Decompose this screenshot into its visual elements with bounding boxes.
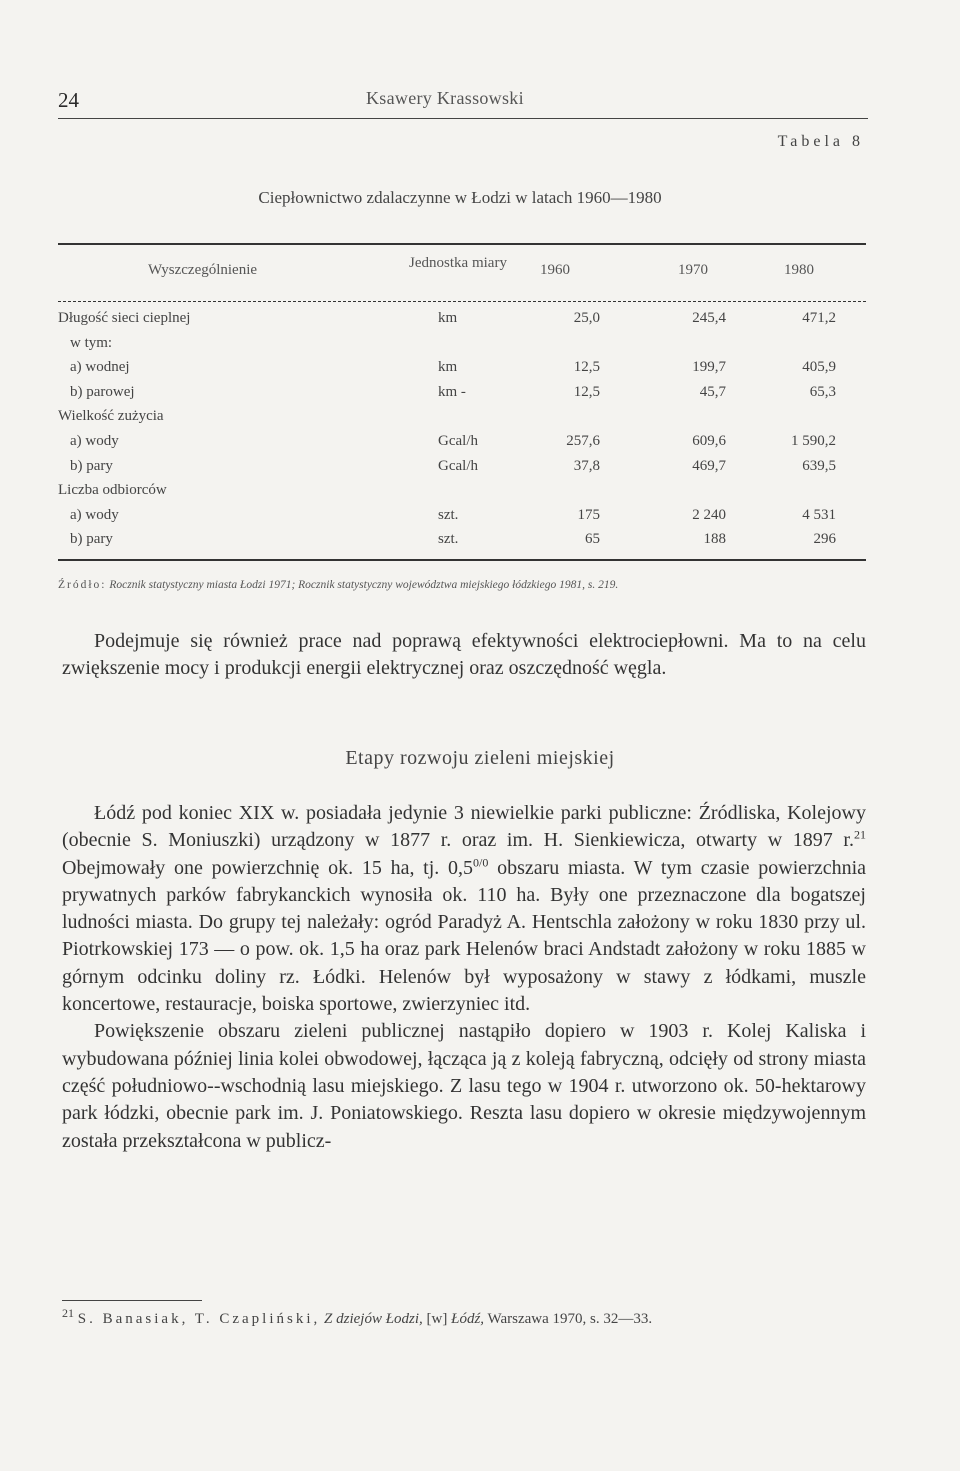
row-value-1970: 245,4 [692, 310, 726, 326]
row-value-1970: 609,6 [692, 432, 726, 449]
row-desc: Wielkość zużycia [58, 408, 164, 425]
paragraph-3: Powiększenie obszaru zieleni publicznej nastąpiło dopiero w 1903 r. Kolej Kaliska i wybudowana później linia kolei obwodowej, łącząca ją z koleją fabryczną, odcięły od strony miasta część południowo--wschodnią lasu miejskiego. Z lasu tego w 1904 r. utworzono ok. 50-hektarowy park łódzki, obecnie park im. J. Poniatowskiego. Reszta lasu dopiero w okresie międzywojennym została przekształcona w publicz- [62, 1020, 866, 1152]
table-row [58, 531, 866, 556]
page-header [58, 88, 868, 120]
running-head: Ksawery Krassowski [366, 88, 524, 108]
paragraph-2-part-b: Obejmowały one powierzchnię ok. 15 ha, tj. 0,5 [62, 856, 474, 879]
paragraph-2-part-a: Łódź pod koniec XIX w. posiadała jedynie 3 niewielkie parki publiczne: Źródliska, Kolejowy (obecnie S. Moniuszki) urządzony w 1877 r. oraz im. H. Sienkiewicza, otwarty w 1897 r. [62, 802, 866, 852]
row-value-1960: 257,6 [566, 432, 600, 449]
footnote-publication: Warszawa 1970, s. 32—33. [484, 1311, 653, 1327]
row-value-1960: 175 [577, 506, 600, 523]
row-value-1980: 405,9 [802, 359, 836, 376]
footnote-book: Łódź, [451, 1311, 485, 1327]
row-value-1970: 188 [703, 531, 726, 548]
row-desc: a) wody [70, 432, 119, 449]
row-value-1960: 65 [585, 531, 600, 548]
table-header-rule [58, 301, 866, 302]
row-unit: szt. [438, 506, 459, 523]
table-bottom-rule [58, 559, 866, 561]
footnote-title: Z dziejów Łodzi, [324, 1311, 423, 1327]
row-value-1960: 37,8 [573, 457, 600, 474]
row-value-1970: 469,7 [692, 457, 726, 474]
row-unit: km [438, 359, 458, 376]
row-desc: Liczba odbiorców [58, 482, 167, 499]
footnote-authors: S. Banasiak, T. Czapliński, [77, 1311, 321, 1327]
column-header-1960: 1960 [540, 262, 570, 278]
row-desc: w tym: [70, 334, 113, 351]
table-row [58, 433, 866, 458]
row-desc: Długość sieci cieplnej [58, 310, 191, 326]
row-unit: km [438, 310, 458, 326]
footnote-ref: 21 [854, 827, 866, 842]
row-unit: km - [438, 383, 466, 400]
row-unit: Gcal/h [438, 432, 478, 449]
source-lead: Źródło: [58, 579, 107, 591]
column-header-unit: Jednostka miary [409, 255, 507, 271]
table-header [58, 250, 866, 298]
table-row [58, 408, 866, 433]
table-title-text: Ciepłownictwo zdalaczynne w Łodzi w latach 1960—1980 [258, 188, 662, 207]
column-header-desc: Wyszczególnienie [148, 262, 258, 278]
row-unit: szt. [438, 531, 459, 548]
row-value-1980: 471,2 [802, 310, 836, 326]
footnote [62, 1306, 866, 1332]
row-value-1960: 12,5 [573, 383, 600, 400]
column-header-1970: 1970 [678, 262, 708, 278]
paragraph-2 [62, 800, 866, 1155]
source-text: Rocznik statystyczny miasta Łodzi 1971; Rocznik statystyczny województwa miejskiego łódzkiego 1981, s. 219. [109, 579, 619, 591]
footnote-mark: 21 [62, 1306, 74, 1320]
table-body [58, 310, 866, 556]
row-desc: b) parowej [70, 383, 135, 400]
row-desc: b) pary [70, 457, 113, 474]
table-label: Tabela 8 [777, 133, 864, 150]
paragraph-2-part-c: obszaru miasta. W tym czasie powierzchnia prywatnych parków fabrykanckich wynosiła ok. 110 ha. Były one przeznaczone dla bogatszej ludności miasta. Do grupy tej należały: ogród Paradyż A. Hentschla założony w roku 1830 przy ul. Piotrkowskiej 173 — o pow. ok. 1,5 ha oraz park Helenów braci Andstadt założony w roku 1885 w górnym odcinku doliny rz. Łódki. Helenów był wyposażony w stawy z łódkami, muszle koncertowe, restauracje, boiska sportowe, zwierzyniec itd. [62, 856, 867, 1016]
row-desc: b) pary [70, 531, 113, 548]
table-row [58, 507, 866, 532]
row-value-1960: 12,5 [573, 359, 600, 376]
row-value-1980: 4 531 [802, 506, 836, 523]
page-number: 24 [58, 88, 79, 112]
table-title [0, 188, 960, 208]
table-row [58, 310, 866, 335]
table-source-note [58, 574, 866, 596]
row-desc: a) wody [70, 506, 119, 523]
table-row [58, 335, 866, 360]
row-value-1970: 199,7 [692, 359, 726, 376]
table-row [58, 482, 866, 507]
column-header-1980: 1980 [784, 262, 814, 278]
row-value-1970: 2 240 [692, 506, 726, 523]
row-value-1960: 25,0 [573, 310, 600, 326]
footnote-in: [w] [422, 1311, 452, 1327]
row-unit: Gcal/h [438, 457, 478, 474]
row-value-1980: 639,5 [802, 457, 836, 474]
row-value-1980: 65,3 [809, 383, 836, 400]
header-rule [58, 118, 868, 119]
table-row [58, 458, 866, 483]
row-value-1980: 1 590,2 [791, 432, 836, 449]
table-row [58, 359, 866, 384]
table-row [58, 384, 866, 409]
row-desc: a) wodnej [70, 359, 130, 376]
row-value-1980: 296 [813, 531, 836, 548]
footnote-rule [62, 1300, 202, 1301]
row-value-1970: 45,7 [699, 383, 726, 400]
paragraph-1: Podejmuje się również prace nad poprawą efektywności elektrociepłowni. Ma to na celu zwiększenie mocy i produkcji energii elektrycznej oraz oszczędność węgla. [62, 630, 866, 680]
percent-sign: 0/0 [473, 854, 489, 869]
section-heading: Etapy rozwoju zieleni miejskiej [345, 747, 615, 769]
table-top-rule [58, 243, 866, 245]
